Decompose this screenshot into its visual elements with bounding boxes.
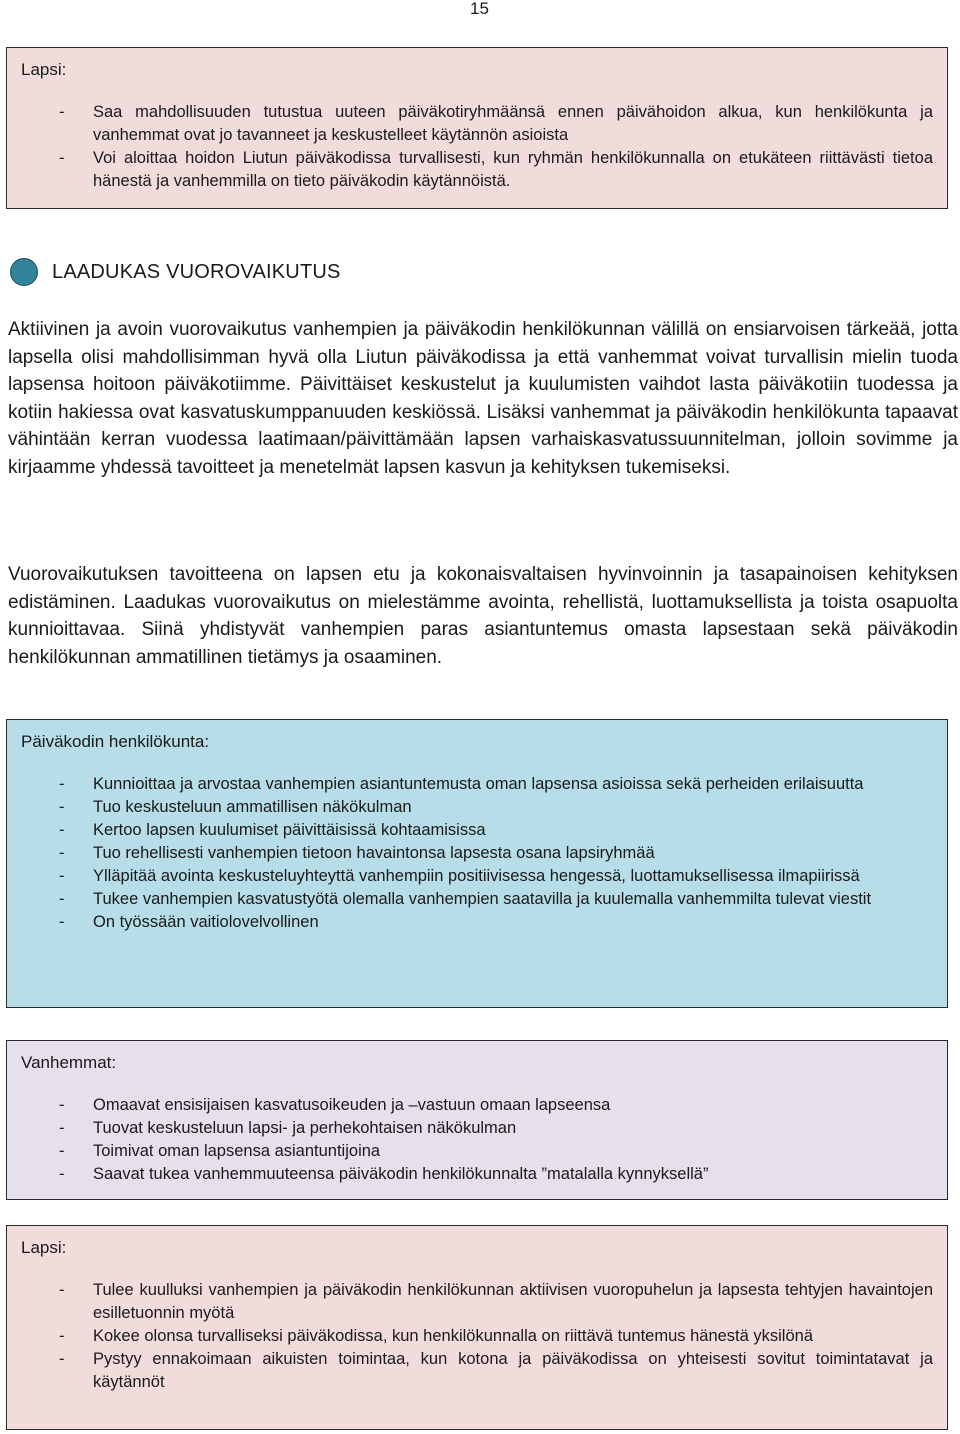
dash-marker: - [59,1096,65,1114]
dash-marker: - [59,821,65,839]
list-item: - Kunnioittaa ja arvostaa vanhempien asiantuntemusta oman lapsensa asioissa sekä perheiden erilaisuutta [21,773,933,796]
henkilokunta-list [21,773,933,934]
lapsi-top-box [6,47,948,209]
dash-marker: - [59,1142,65,1160]
dash-marker: - [59,1281,65,1299]
henkilokunta-title: Päiväkodin henkilökunta: [21,732,210,751]
lapsi-bottom-box [6,1225,948,1430]
list-item: - Voi aloittaa hoidon Liutun päiväkodissa turvallisesti, kun ryhmän henkilökunnalla on etukäteen riittävästi tietoa hänestä ja vanhemmilla on tieto päiväkodin käytännöistä. [59,149,933,190]
paragraph-2: Vuorovaikutuksen tavoitteena on lapsen etu ja kokonaisvaltaisen hyvinvoinnin ja tasapainoisen kehityksen edistäminen. Laadukas vuorovaikutus on mielestämme avointa, rehellistä, luottamuksellista ja toista osapuolta kunnioittavaa. Siinä yhdistyvät vanhempien paras asiantuntemus omasta lapsestaan sekä päiväkodin henkilökunnan ammatillinen tietämys ja osaaminen. [8,564,958,668]
lapsi-bottom-title: Lapsi: [21,1238,67,1257]
dash-marker: - [59,1327,65,1345]
list-item: - Tuo rehellisesti vanhempien tietoon havaintonsa lapsesta osana lapsiryhmää [21,842,933,865]
paragraph-1: Aktiivinen ja avoin vuorovaikutus vanhempien ja päiväkodin henkilökunnan välillä on ensiarvoisen tärkeää, jotta lapsella olisi mahdollisimman hyvä olla Liutun päiväkodissa ja että vanhemmat voivat turvallisin mielin tuoda lapsensa hoitoon päiväkotiimme. Päivittäiset keskustelut ja kuulumisten vaihdot lasta päiväkotiin tuodessa ja kotiin hakiessa ovat kasvatuskumppanuuden keskiössä. Lisäksi vanhemmat ja päiväkodin henkilökunta tapaavat vähintään kerran vuodessa laatimaan/päivittämään lapsen varhaiskasvatussuunnitelman, jolloin sovimme ja kirjaamme yhdessä tavoitteet ja menetelmät lapsen kasvun ja kehityksen tukemiseksi. [8,319,958,478]
list-item: - Tulee kuulluksi vanhempien ja päiväkodin henkilökunnan aktiivisen vuoropuhelun ja lapsesta tehtyjen havaintojen esilletuonnin myötä [59,1281,933,1322]
dash-marker: - [59,890,65,908]
vanhemmat-box [6,1040,948,1200]
list-item: - Saavat tukea vanhemmuuteensa päiväkodin henkilökunnalta ”matalalla kynnyksellä” [21,1163,933,1186]
lapsi-top-list [21,101,933,193]
list-item: - Saa mahdollisuuden tutustua uuteen päiväkotiryhmäänsä ennen päivähoidon alkua, kun henkilökunta ja vanhemmat ovat jo tavanneet ja keskustelleet käytännön asioista [59,103,933,144]
dash-marker: - [59,103,65,121]
list-item: - Kokee olonsa turvalliseksi päiväkodissa, kun henkilökunnalla on riittävä tuntemus hänestä yksilönä [21,1325,933,1348]
dash-marker: - [59,798,65,816]
dash-marker: - [59,1119,65,1137]
dash-marker: - [59,867,65,885]
list-item: - Toimivat oman lapsensa asiantuntijoina [21,1140,933,1163]
list-item: - Omaavat ensisijaisen kasvatusoikeuden ja –vastuun omaan lapseensa [21,1094,933,1117]
vanhemmat-title: Vanhemmat: [21,1053,117,1072]
list-item: - On työssään vaitiolovelvollinen [21,911,933,934]
section-heading [10,258,341,286]
list-item: - Ylläpitää avointa keskusteluyhteyttä vanhempiin positiivisessa hengessä, luottamuksellisessa ilmapiirissä [21,865,933,888]
dash-marker: - [59,775,65,793]
dash-marker: - [59,844,65,862]
list-item: - Tuo keskusteluun ammatillisen näkökulman [21,796,933,819]
dash-marker: - [59,1350,65,1368]
list-item: - Kertoo lapsen kuulumiset päivittäisissä kohtaamisissa [21,819,933,842]
section-title: LAADUKAS VUOROVAIKUTUS [52,261,341,283]
page-number: 15 [470,0,489,18]
dash-marker: - [59,1165,65,1183]
lapsi-bottom-list [21,1279,933,1394]
list-item: - Tuovat keskusteluun lapsi- ja perhekohtaisen näkökulman [21,1117,933,1140]
circle-bullet-icon [10,258,38,286]
lapsi-top-title: Lapsi: [21,60,67,79]
list-item: - Tukee vanhempien kasvatustyötä olemalla vanhempien saatavilla ja kuulemalla vanhemmilta tulevat viestit [21,888,933,911]
henkilokunta-box [6,719,948,1008]
dash-marker: - [59,149,65,167]
dash-marker: - [59,913,65,931]
list-item: - Pystyy ennakoimaan aikuisten toimintaa, kun kotona ja päiväkodissa on yhteisesti sovitut toimintatavat ja käytännöt [59,1350,933,1391]
vanhemmat-list [21,1094,933,1186]
